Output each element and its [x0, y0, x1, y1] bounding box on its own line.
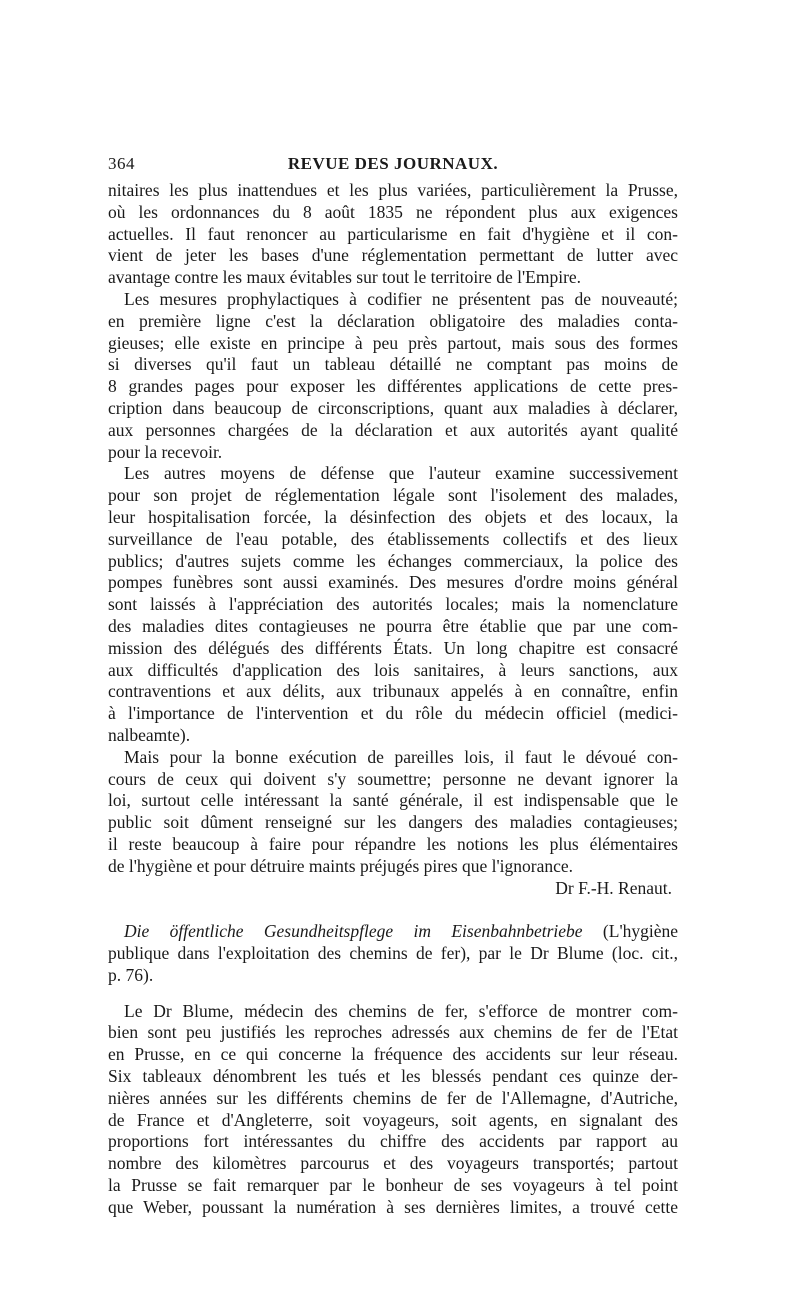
- text-line: vient de jeter les bases d'une réglementation permettant de lutter avec: [108, 245, 678, 266]
- text-line: il reste beaucoup à faire pour répandre les notions les plus élémentaires: [108, 833, 678, 854]
- text-line: où les ordonnances du 8 août 1835 ne répondent plus aux exigences: [108, 201, 678, 222]
- text-line: de l'hygiène et pour détruire maints préjugés pires que l'ignorance.: [108, 855, 574, 876]
- text-line: 8 grandes pages pour exposer les différentes applications de cette pres-: [108, 376, 678, 397]
- text-line: aux personnes chargées de la déclaration et aux autorités ayant qualité: [108, 419, 678, 440]
- text-line: surveillance de l'eau potable, des établissements collectifs et des lieux: [108, 528, 678, 549]
- paragraph-prophylaxis: [108, 289, 678, 463]
- text-line: nombre des kilomètres parcourus et des voyageurs transportés; partout: [108, 1153, 678, 1174]
- text-line: des maladies dites contagieuses ne pourra être établie que par une com-: [108, 615, 678, 636]
- text-line: proportions fort intéressantes du chiffre des accidents par rapport au: [108, 1131, 678, 1152]
- text-line: aux difficultés d'application des lois sanitaires, à leurs sanctions, aux: [108, 659, 678, 680]
- article-heading: [108, 921, 678, 986]
- text-line: Les autres moyens de défense que l'auteur examine successivement: [124, 463, 678, 484]
- text-line: la Prusse se fait remarquer par le bonheur de ses voyageurs à tel point: [108, 1175, 678, 1196]
- section-gap: [108, 987, 678, 1001]
- text-line: si diverses qu'il faut un tableau détaillé ne comptant pas moins de: [108, 354, 678, 375]
- text-line: Les mesures prophylactiques à codifier ne présentent pas de nouveauté;: [124, 288, 678, 309]
- text-line: avantage contre les maux évitables sur tout le territoire de l'Empire.: [108, 267, 582, 288]
- text-line: loi, surtout celle intéressant la santé générale, il est indispensable que le: [108, 790, 678, 811]
- text-line: de France et d'Angleterre, soit voyageurs, soit agents, en signalant des: [108, 1109, 678, 1130]
- text-line: en première ligne c'est la déclaration obligatoire des maladies conta-: [108, 310, 678, 331]
- author-signature: Dr F.-H. Renaut.: [555, 877, 672, 898]
- text-line: gieuses; elle existe en principe à peu près partout, mais sous des formes: [108, 332, 678, 353]
- text-line: cours de ceux qui doivent s'y soumettre; personne ne devant ignorer la: [108, 768, 678, 789]
- text-line: p. 76).: [108, 964, 154, 985]
- text-line: contraventions et aux délits, aux tribunaux appelés à en connaître, enfin: [108, 681, 678, 702]
- paragraph-defense-means: [108, 463, 678, 746]
- article-title-italic: Die öffentliche Gesundheitspflege im Eisenbahnbetriebe: [124, 921, 583, 942]
- text-line: nitaires les plus inattendues et les plus variées, particulièrement la Prusse,: [108, 180, 678, 200]
- section-gap: [108, 899, 678, 921]
- page-number: 364: [108, 154, 135, 173]
- text-line: Le Dr Blume, médecin des chemins de fer, s'efforce de montrer com-: [124, 1000, 678, 1021]
- text-line: cription dans beaucoup de circonscriptions, quant aux maladies à déclarer,: [108, 397, 678, 418]
- text-line: publique dans l'exploitation des chemins de fer), par le Dr Blume (loc. cit.,: [108, 943, 678, 964]
- text-line: que Weber, poussant la numération à ses dernières limites, a trouvé cette: [108, 1196, 678, 1217]
- text-line: à l'importance de l'intervention et du rôle du médecin officiel (medici-: [108, 703, 678, 724]
- text-line: actuelles. Il faut renoncer au particularisme en fait d'hygiène et il con-: [108, 223, 678, 244]
- text-line: bien sont peu justifiés les reproches adressés aux chemins de fer de l'Etat: [108, 1022, 678, 1043]
- text-line: pompes funèbres sont aussi examinés. Des mesures d'ordre moins général: [108, 572, 678, 593]
- text-line: nières années sur les différents chemins de fer de l'Allemagne, d'Autriche,: [108, 1087, 678, 1108]
- text-line: publics; d'autres sujets comme les échanges commerciaux, la police des: [108, 550, 678, 571]
- running-head: [108, 154, 678, 180]
- text-line: sont laissés à l'appréciation des autorités locales; mais la nomenclature: [108, 594, 678, 615]
- text-line: en Prusse, en ce qui concerne la fréquence des accidents sur leur réseau.: [108, 1044, 678, 1065]
- text-line: Mais pour la bonne exécution de pareilles lois, il faut le dévoué con-: [124, 746, 678, 767]
- body-text: [108, 180, 678, 1219]
- article-title-rest: (L'hygiène: [582, 921, 678, 942]
- text-line: Six tableaux dénombrent les tués et les blessés pendant ces quinze der-: [108, 1066, 678, 1087]
- article-title-line: [108, 921, 678, 943]
- text-line: leur hospitalisation forcée, la désinfection des objets et des locaux, la: [108, 506, 678, 527]
- text-line: mission des délégués des différents États. Un long chapitre est consacré: [108, 637, 678, 658]
- paragraph-continuation: [108, 180, 678, 289]
- text-line: public soit dûment renseigné sur les dangers des maladies contagieuses;: [108, 812, 678, 833]
- text-line: pour la recevoir.: [108, 441, 223, 462]
- paragraph-blume: [108, 1001, 678, 1219]
- text-line: pour son projet de réglementation légale sont l'isolement des malades,: [108, 485, 678, 506]
- running-title: REVUE DES JOURNAUX.: [287, 154, 499, 173]
- paragraph-execution: [108, 747, 678, 878]
- text-line: nalbeamte).: [108, 724, 191, 745]
